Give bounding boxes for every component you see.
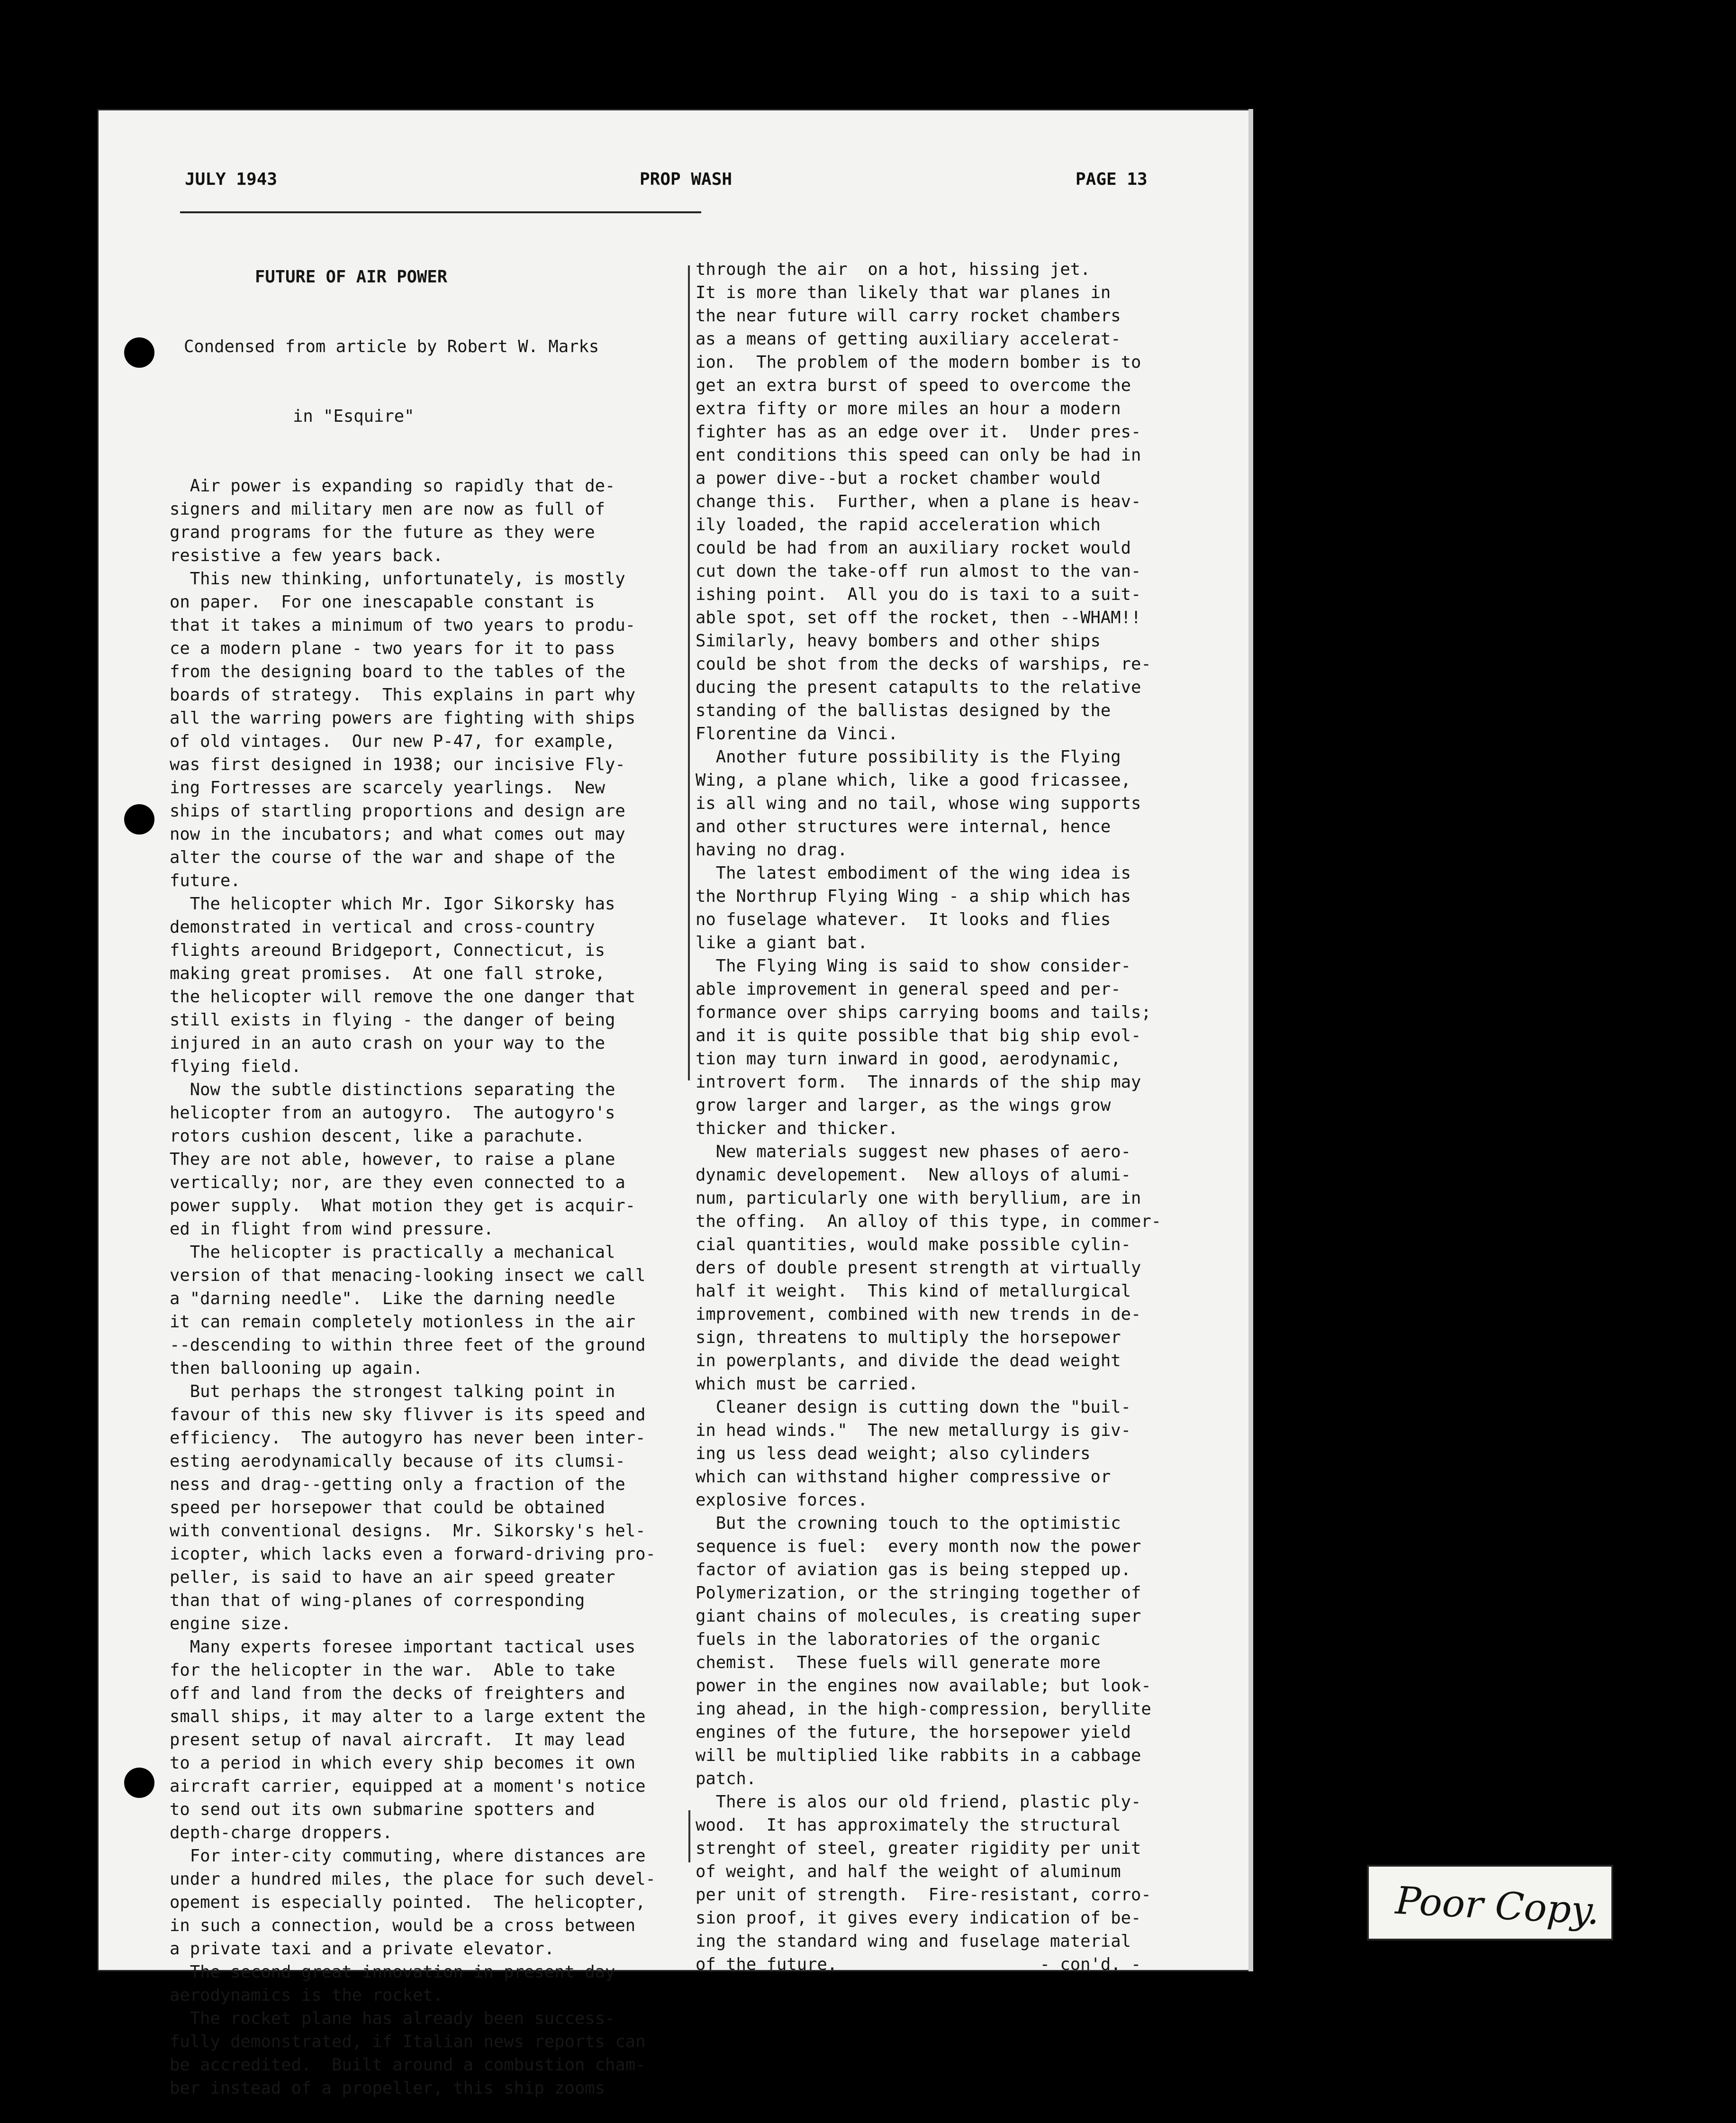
text-line: having no drag.: [696, 840, 848, 860]
text-line: Air power is expanding so rapidly that de-: [170, 476, 615, 496]
text-line: For inter-city commuting, where distances are: [170, 1846, 646, 1866]
text-line: ness and drag--getting only a fraction of the: [170, 1475, 625, 1494]
text-line: The rocket plane has already been success-: [170, 2009, 615, 2028]
poor-copy-text: Poor Copy.: [1394, 1878, 1601, 1933]
text-line: giant chains of molecules, is creating super: [696, 1606, 1141, 1626]
text-line: on paper. For one inescapable constant is: [170, 592, 595, 612]
text-line: all the warring powers are fighting with ships: [170, 708, 636, 728]
text-line: per unit of strength. Fire-resistant, corro-: [696, 1885, 1151, 1905]
binder-hole-middle: [124, 804, 154, 835]
text-line: no fuselage whatever. It looks and flies: [696, 910, 1111, 929]
text-line: in such a connection, would be a cross between: [170, 1916, 636, 1935]
text-line: sign, threatens to multiply the horsepower: [696, 1328, 1121, 1347]
text-line: Similarly, heavy bombers and other ships: [696, 631, 1101, 651]
text-line: making great promises. At one fall stroke,: [170, 964, 606, 983]
text-line: extra fifty or more miles an hour a modern: [696, 399, 1121, 418]
poor-copy-note: [1367, 1865, 1613, 1941]
text-line: The Flying Wing is said to show consider-: [696, 956, 1131, 976]
text-line: strenght of steel, greater rigidity per unit: [696, 1839, 1141, 1858]
text-line: power in the engines now available; but look-: [696, 1676, 1151, 1696]
text-line: through the air on a hot, hissing jet.: [696, 260, 1091, 279]
article-right-column: [696, 211, 1161, 1999]
text-line: tion may turn inward in good, aerodynamic,: [696, 1049, 1121, 1069]
text-line: could be shot from the decks of warships, re-: [696, 654, 1151, 674]
text-line: Another future possibility is the Flying: [696, 747, 1121, 767]
text-line: of old vintages. Our new P-47, for example,: [170, 732, 615, 751]
text-line: present setup of naval aircraft. It may lead: [170, 1730, 625, 1750]
text-line: a private taxi and a private elevator.: [170, 1939, 555, 1959]
text-line: But perhaps the strongest talking point in: [170, 1382, 615, 1401]
text-line: is all wing and no tail, whose wing supports: [696, 794, 1141, 813]
text-line: --descending to within three feet of the ground: [170, 1335, 646, 1355]
text-line: favour of this new sky flivver is its speed and: [170, 1405, 646, 1424]
text-line: factor of aviation gas is being stepped up.: [696, 1560, 1131, 1579]
text-line: aircraft carrier, equipped at a moment's notice: [170, 1777, 646, 1796]
text-line: aerodynamics is the rocket.: [170, 1986, 443, 2005]
text-line: formance over ships carrying booms and tails;: [696, 1003, 1151, 1022]
text-line: of the future. - con'd. -: [696, 1955, 1141, 1974]
text-line: New materials suggest new phases of aero-: [696, 1142, 1131, 1161]
text-line: rotors cushion descent, like a parachute.: [170, 1126, 585, 1146]
text-line: peller, is said to have an air speed greater: [170, 1568, 615, 1587]
text-line: grow larger and larger, as the wings grow: [696, 1096, 1111, 1115]
text-line: The second great innovation in present day: [170, 1962, 615, 1982]
article-left-column: [170, 219, 656, 2123]
text-line: flights areound Bridgeport, Connecticut, is: [170, 941, 606, 960]
text-line: ships of startling proportions and design are: [170, 801, 625, 821]
text-line: Cleaner design is cutting down the "buil-: [696, 1397, 1131, 1417]
text-line: Polymerization, or the stringing together of: [696, 1583, 1141, 1603]
text-line: future.: [170, 871, 241, 890]
text-line: that it takes a minimum of two years to produ-: [170, 616, 636, 635]
text-line: able improvement in general speed and per-: [696, 980, 1121, 999]
text-line: ion. The problem of the modern bomber is to: [696, 353, 1141, 372]
text-line: depth-charge droppers.: [170, 1823, 393, 1842]
text-line: There is alos our old friend, plastic ply-: [696, 1792, 1141, 1812]
text-line: Wing, a plane which, like a good fricassee,: [696, 771, 1131, 790]
text-line: change this. Further, when a plane is heav-: [696, 492, 1141, 511]
text-line: boards of strategy. This explains in part why: [170, 685, 636, 705]
text-line: the near future will carry rocket chambers: [696, 306, 1121, 326]
text-line: dynamic developement. New alloys of alumi-: [696, 1165, 1131, 1185]
text-line: The helicopter which Mr. Igor Sikorsky has: [170, 894, 615, 914]
text-line: small ships, it may alter to a large extent the: [170, 1707, 646, 1726]
text-line: still exists in flying - the danger of being: [170, 1010, 615, 1030]
text-line: as a means of getting auxiliary accelerat-: [696, 329, 1121, 349]
text-line: The latest embodiment of the wing idea is: [696, 863, 1131, 883]
text-line: ducing the present catapults to the relative: [696, 678, 1141, 697]
article-title: FUTURE OF AIR POWER: [255, 267, 448, 287]
text-line: able spot, set off the rocket, then --WHAM!!: [696, 608, 1141, 627]
text-line: grand programs for the future as they were: [170, 523, 595, 542]
right-column-body: [696, 258, 1161, 1976]
text-line: the offing. An alloy of this type, in commer-: [696, 1212, 1162, 1231]
text-line: engine size.: [170, 1614, 291, 1633]
text-line: ily loaded, the rapid acceleration which: [696, 515, 1101, 535]
text-line: than that of wing-planes of corresponding: [170, 1591, 585, 1610]
text-line: was first designed in 1938; our incisive Fly-: [170, 755, 625, 774]
text-line: But the crowning touch to the optimistic: [696, 1514, 1121, 1533]
text-line: which must be carried.: [696, 1374, 919, 1394]
text-line: from the designing board to the tables of the: [170, 662, 625, 681]
text-line: version of that menacing-looking insect we call: [170, 1266, 646, 1285]
column-divider-bottom: [688, 1810, 690, 1862]
text-line: then ballooning up again.: [170, 1359, 423, 1378]
article-subtitle-line2: in "Esquire": [293, 407, 415, 426]
text-line: cial quantities, would make possible cylin-: [696, 1235, 1131, 1254]
article-subtitle-line1: Condensed from article by Robert W. Marks: [184, 337, 599, 356]
text-line: the Northrup Flying Wing - a ship which has: [696, 887, 1131, 906]
text-line: wood. It has approximately the structural: [696, 1815, 1121, 1835]
text-line: sion proof, it gives every indication of be-: [696, 1908, 1141, 1928]
text-line: off and land from the decks of freighters and: [170, 1684, 625, 1703]
text-line: They are not able, however, to raise a plane: [170, 1150, 615, 1169]
text-line: The helicopter is practically a mechanical: [170, 1243, 615, 1262]
text-line: half it weight. This kind of metallurgical: [696, 1281, 1131, 1301]
text-line: to send out its own submarine spotters and: [170, 1800, 595, 1819]
text-line: resistive a few years back.: [170, 546, 443, 565]
text-line: thicker and thicker.: [696, 1119, 898, 1138]
text-line: could be had from an auxiliary rocket would: [696, 538, 1131, 558]
text-line: explosive forces.: [696, 1490, 868, 1510]
text-line: like a giant bat.: [696, 933, 868, 953]
text-line: now in the incubators; and what comes out may: [170, 825, 625, 844]
header-date: JULY 1943: [185, 170, 278, 189]
text-line: for the helicopter in the war. Able to take: [170, 1660, 615, 1680]
text-line: fully demonstrated, if Italian news reports can: [170, 2032, 646, 2051]
text-line: to a period in which every ship becomes it own: [170, 1753, 636, 1773]
text-line: ders of double present strength at virtually: [696, 1258, 1141, 1278]
text-line: in head winds." The new metallurgy is giv-: [696, 1421, 1131, 1440]
column-divider: [688, 265, 690, 1080]
text-line: it can remain completely motionless in the air: [170, 1312, 636, 1332]
text-line: ce a modern plane - two years for it to pass: [170, 639, 615, 658]
text-line: vertically; nor, are they even connected to a: [170, 1173, 625, 1192]
text-line: This new thinking, unfortunately, is mostly: [170, 569, 625, 589]
text-line: be accredited. Built around a combustion cham-: [170, 2055, 646, 2075]
text-line: Florentine da Vinci.: [696, 724, 898, 744]
text-line: in powerplants, and divide the dead weight: [696, 1351, 1121, 1370]
header-page-number: PAGE 13: [1076, 170, 1148, 189]
text-line: power supply. What motion they get is acquir-: [170, 1196, 636, 1216]
text-line: of weight, and half the weight of aluminum: [696, 1862, 1121, 1881]
left-column-body: [170, 474, 656, 2100]
text-line: standing of the ballistas designed by the: [696, 701, 1111, 720]
text-line: alter the course of the war and shape of the: [170, 848, 615, 867]
text-line: num, particularly one with beryllium, are in: [696, 1189, 1141, 1208]
text-line: ing ahead, in the high-compression, beryllite: [696, 1699, 1151, 1719]
text-line: esting aerodynamically because of its clumsi-: [170, 1452, 625, 1471]
text-line: which can withstand higher compressive or: [696, 1467, 1111, 1487]
text-line: ber instead of a propeller, this ship zooms: [170, 2078, 606, 2098]
text-line: ed in flight from wind pressure.: [170, 1219, 494, 1239]
text-line: sequence is fuel: every month now the power: [696, 1537, 1141, 1556]
page-header: [185, 170, 1180, 203]
text-line: engines of the future, the horsepower yield: [696, 1723, 1131, 1742]
text-line: and it is quite possible that big ship evol-: [696, 1026, 1141, 1045]
text-line: Now the subtle distinctions separating the: [170, 1080, 615, 1099]
text-line: cut down the take-off run almost to the van-: [696, 562, 1141, 581]
text-line: injured in an auto crash on your way to the: [170, 1034, 606, 1053]
text-line: ishing point. All you do is taxi to a suit-: [696, 585, 1141, 604]
text-line: improvement, combined with new trends in de-: [696, 1305, 1141, 1324]
text-line: signers and military men are now as full of: [170, 499, 606, 519]
text-line: introvert form. The innards of the ship may: [696, 1072, 1141, 1092]
text-line: ing us less dead weight; also cylinders: [696, 1444, 1091, 1463]
text-line: It is more than likely that war planes in: [696, 283, 1111, 302]
text-line: opement is especially pointed. The helicopter,: [170, 1893, 646, 1912]
text-line: get an extra burst of speed to overcome the: [696, 376, 1131, 395]
text-line: fuels in the laboratories of the organic: [696, 1630, 1101, 1649]
text-line: the helicopter will remove the one danger that: [170, 987, 636, 1007]
text-line: and other structures were internal, hence: [696, 817, 1111, 836]
text-line: ing the standard wing and fuselage material: [696, 1932, 1131, 1951]
text-line: ing Fortresses are scarcely yearlings. New: [170, 778, 606, 798]
text-line: patch.: [696, 1769, 757, 1788]
text-line: chemist. These fuels will generate more: [696, 1653, 1101, 1672]
binder-hole-bottom: [124, 1768, 154, 1798]
text-line: flying field.: [170, 1057, 301, 1076]
text-line: ent conditions this speed can only be had in: [696, 445, 1141, 465]
text-line: fighter has as an edge over it. Under pres-: [696, 422, 1141, 442]
text-line: efficiency. The autogyro has never been inter-: [170, 1428, 646, 1448]
text-line: Many experts foresee important tactical uses: [170, 1637, 636, 1657]
text-line: will be multiplied like rabbits in a cabbage: [696, 1746, 1141, 1765]
text-line: speed per horsepower that could be obtained: [170, 1498, 606, 1517]
header-publication: PROP WASH: [640, 170, 732, 189]
binder-hole-top: [124, 337, 154, 368]
text-line: helicopter from an autogyro. The autogyro's: [170, 1103, 615, 1123]
text-line: demonstrated in vertical and cross-country: [170, 917, 595, 937]
text-line: with conventional designs. Mr. Sikorsky's hel-: [170, 1521, 646, 1541]
text-line: a power dive--but a rocket chamber would: [696, 469, 1101, 488]
header-rule: [180, 211, 701, 213]
text-line: a "darning needle". Like the darning needle: [170, 1289, 615, 1308]
text-line: under a hundred miles, the place for such devel-: [170, 1869, 656, 1889]
text-line: icopter, which lacks even a forward-driving pro-: [170, 1544, 656, 1564]
